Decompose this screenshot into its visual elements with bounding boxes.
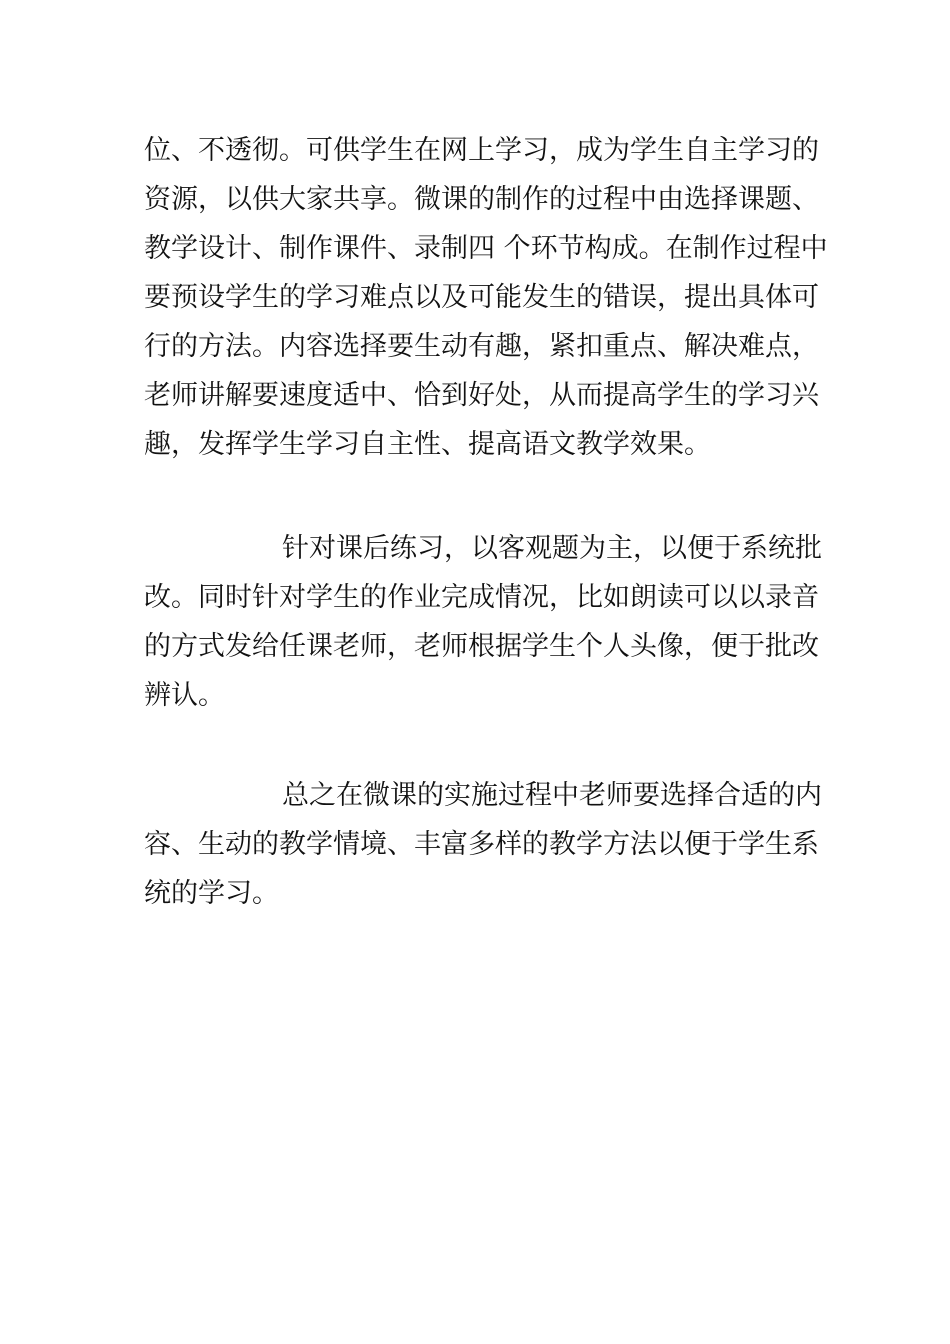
paragraph-1 [144, 126, 828, 469]
paragraph-line: 容、生动的教学情境、丰富多样的教学方法以便于学生系 [144, 829, 819, 860]
paragraph-2 [144, 524, 824, 720]
paragraph-line: 的方式发给任课老师，老师根据学生个人头像，便于批改 [144, 631, 819, 662]
paragraph-3 [144, 771, 824, 918]
paragraph-line: 要预设学生的学习难点以及可能发生的错误，提出具体可 [144, 282, 819, 313]
paragraph-line: 辨认。 [144, 680, 225, 711]
paragraph-line: 改。同时针对学生的作业完成情况，比如朗读可以以录音 [144, 582, 819, 613]
paragraph-line: 资源，以供大家共享。微课的制作的过程中由选择课题、 [144, 184, 819, 215]
paragraph-line: 针对课后练习，以客观题为主，以便于系统批 [282, 533, 822, 564]
paragraph-line: 位、不透彻。可供学生在网上学习，成为学生自主学习的 [144, 135, 819, 166]
paragraph-line: 老师讲解要速度适中、恰到好处，从而提高学生的学习兴 [144, 380, 819, 411]
paragraph-line: 总之在微课的实施过程中老师要选择合适的内 [282, 780, 822, 811]
paragraph-line: 教学设计、制作课件、录制四 个环节构成。在制作过程中 [144, 233, 828, 264]
paragraph-line: 行的方法。内容选择要生动有趣，紧扣重点、解决难点， [144, 331, 819, 362]
paragraph-line: 统的学习。 [144, 878, 279, 909]
paragraph-line: 趣，发挥学生学习自主性、提高语文教学效果。 [144, 429, 711, 460]
